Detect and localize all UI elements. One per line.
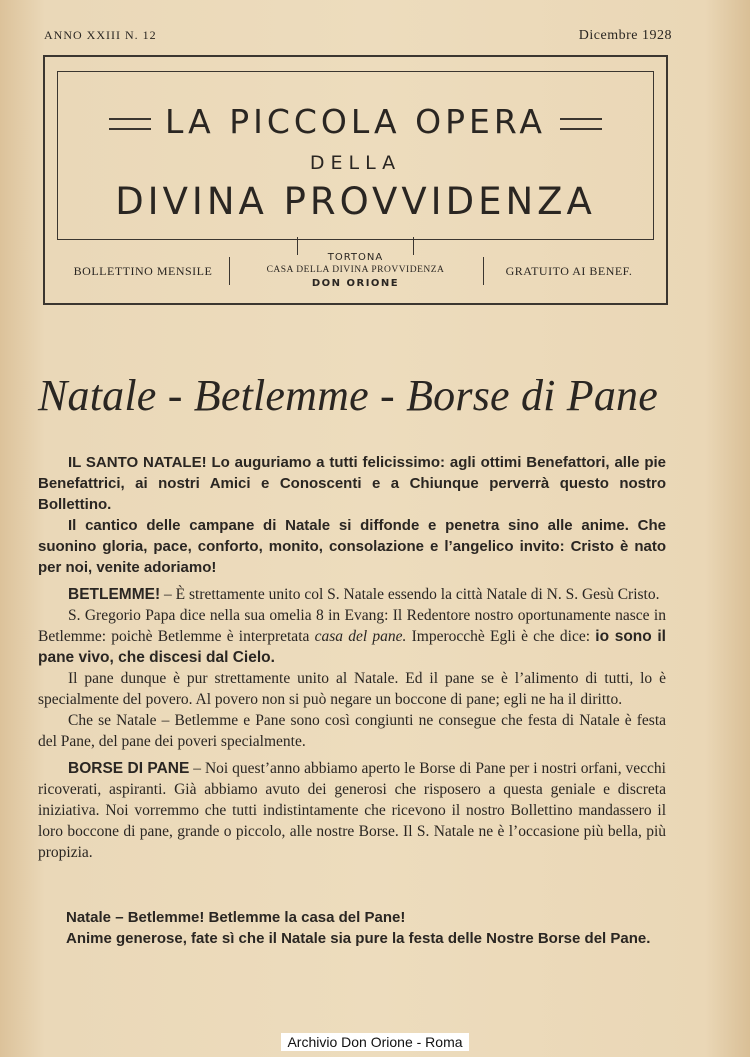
issue-number: ANNO XXIII N. 12 xyxy=(44,28,157,42)
article-headline: Natale - Betlemme - Borse di Pane xyxy=(38,371,658,420)
paragraph-pane: Il pane dunque è pur strettamente unito al Natale. Ed il pane se è l’alimento di tutti, lo è specialmente del povero. Al povero non si può negare un boccone di pane; egli ne ha il diritto. xyxy=(38,670,666,708)
distribution-label: GRATUITO AI BENEF. xyxy=(483,257,654,285)
borse-lead: BORSE DI PANE xyxy=(68,760,190,777)
closing-line2: Anime generose, fate sì che il Natale sia pure la festa delle Nostre Borse del Pane. xyxy=(66,930,651,947)
bulletin-type-label: BOLLETTINO MENSILE xyxy=(57,257,230,285)
masthead-title-text1: LA PICCOLA OPERA xyxy=(165,102,546,141)
gregorio-bold: io sono il pane vivo, che discesi dal Cielo. xyxy=(38,628,666,666)
article-closing xyxy=(38,907,666,949)
masthead-title-line3: DIVINA PROVVIDENZA xyxy=(115,180,596,223)
paragraph-greeting: IL SANTO NATALE! Lo auguriamo a tutti felicissimo: agli ottimi Benefattori, alle pie Benefattrici, ai nostri Amici e Conoscenti e a Chiunque perverrà questo nostro Bollettino. xyxy=(38,454,666,513)
issue-date: Dicembre 1928 xyxy=(578,28,672,43)
rule-right-decoration xyxy=(560,118,602,130)
publisher-city: TORTONA xyxy=(327,252,384,263)
betlemme-text: – È strettamente unito col S. Natale essendo la città Natale di N. S. Gesù Cristo. xyxy=(160,586,660,603)
gregorio-text-a: S. Gregorio Papa dice nella sua omelia 8 in Evang: Il Redentore nostro oportunamente nasce in Betlemme: poichè Betlemme è interpretata xyxy=(38,607,666,645)
masthead-title-line1 xyxy=(58,102,653,141)
paragraph-bells: Il cantico delle campane di Natale si diffonde e penetra sino alle anime. Che suonino gloria, pace, conforto, monito, consolazione e l’angelico invito: Cristo è nato per noi, venite adoriamo! xyxy=(38,517,666,576)
gregorio-text-b: Imperocchè Egli è che dice: xyxy=(406,628,596,645)
archive-caption-text: Archivio Don Orione - Roma xyxy=(281,1033,468,1051)
rule-left-decoration xyxy=(109,118,151,130)
archive-caption xyxy=(0,1034,750,1050)
paragraph-gregorio xyxy=(38,605,666,668)
publisher-block xyxy=(257,251,454,290)
paragraph-festa: Che se Natale – Betlemme e Pane sono così congiunti ne consegue che festa di Natale è festa del Pane, del pane dei poveri specialmente. xyxy=(38,712,666,750)
masthead-subheader xyxy=(57,253,654,289)
masthead-title-frame xyxy=(57,71,654,240)
article-body xyxy=(38,452,666,863)
masthead-title-line2: DELLA xyxy=(309,152,402,174)
closing-line1: Natale – Betlemme! Betlemme la casa del Pane! xyxy=(66,909,406,926)
masthead xyxy=(43,55,668,305)
publisher-founder: DON ORIONE xyxy=(311,278,400,289)
gregorio-italic: casa del pane. xyxy=(314,628,407,645)
publisher-house: CASA DELLA DIVINA PROVVIDENZA xyxy=(266,265,445,275)
issue-line xyxy=(44,28,672,44)
paragraph-betlemme xyxy=(38,584,666,605)
paragraph-borse xyxy=(38,758,666,863)
betlemme-lead: BETLEMME! xyxy=(68,586,161,603)
borse-text: – Noi quest’anno abbiamo aperto le Borse di Pane per i nostri orfani, vecchi ricoverati, aspiranti. Già abbiamo avuto dei generosi che risposero a questa geniale e discreta iniziativa. Noi vorremmo che tutti indistintamente che ricevono il nostro Bollettino mandassero il loro boccone di pane, grande o piccolo, alle nostre Borse. Il S. Natale ne è l’occasione più bella, più propizia. xyxy=(38,760,666,861)
